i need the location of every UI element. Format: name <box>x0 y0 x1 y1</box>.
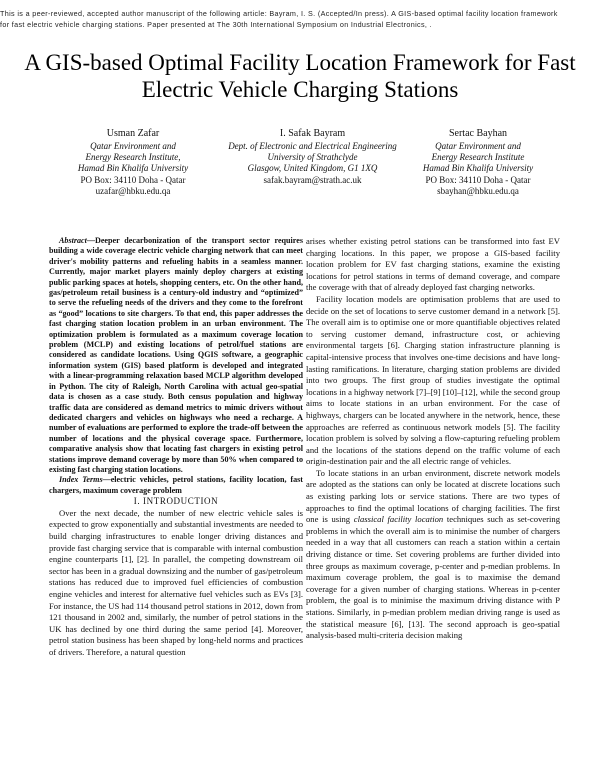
index-terms-paragraph <box>49 475 303 496</box>
author-email: safak.bayram@strath.ac.uk <box>263 174 362 185</box>
intro-paragraph-2: arises whether existing petrol stations can be transformed into fast EV charging locations. In this paper, we propose a GIS-based facility location problem for EV fast charging stations, examine the existing locations for petrol stations in terms of demand coverage, and compare the coverage with that of already deployed fast charging networks. <box>306 236 560 293</box>
section-heading-introduction: I. INTRODUCTION <box>133 496 219 507</box>
author-affiliation: Energy Research Institute, <box>85 152 181 163</box>
author-email: sbayhan@hbku.edu.qa <box>437 185 519 196</box>
author-affiliation: Glasgow, United Kingdom, G1 1XQ <box>247 163 378 174</box>
author-name: Sertac Bayhan <box>448 128 508 139</box>
author-address: PO Box: 34110 Doha - Qatar <box>80 174 186 185</box>
paragraph-text: To locate stations in an urban environment, discrete network models are adopted as the stations can only be located at discrete locations such as existing parking lots or service stations. There are two types of approaches to find the optimal locations of charging facilities. The first one is using <box>306 467 560 525</box>
author-2 <box>220 127 405 186</box>
abstract-text: —Deeper decarbonization of the transport sector requires building a wide coverage electric vehicle charging network that can meet driver's mobility patterns and refueling habits in a seamless manner. Currently, major market players mainly deploy chargers at existing public parking spaces at hotels, shopping centers, etc. On the other hand, gas/petroleum retail business is a century-old industry and “optimized” to serve the refueling needs of the drivers and they come to the forefront as “good” locations to site chargers. To that end, this paper addresses the fast charging station location problem in an urban environment. The optimization problem is formulated as a maximum coverage location problem (MCLP) and existing locations of petrol/fuel stations are considered as candidate locations. Using QGIS software, a geographic information system (GIS) based platform is developed and integrated with a linear-programming relaxation based MCLP algorithm developed in Python. The city of Raleigh, North Carolina with actual geo-spatial data is chosen as a case study. Both census population and highway traffic data are considered as demand metrics to mimic drivers without dedicated chargers and vehicles on highways who need a recharge. A number of evaluations are performed to explore the trade-off between the number of locations and the physical coverage space. Furthermore, comparative analysis show that locating fast chargers in existing petrol stations improve demand coverage by more than 50% when compared to existing fast charging station locations. <box>49 236 304 474</box>
author-name: I. Safak Bayram <box>279 128 346 139</box>
author-affiliation: Qatar Environment and <box>435 141 521 151</box>
author-affiliation: Dept. of Electronic and Electrical Engineering <box>228 141 397 151</box>
author-affiliation: University of Strathclyde <box>267 152 358 163</box>
abstract-paragraph <box>49 236 303 475</box>
abstract <box>49 236 303 496</box>
author-affiliation: Hamad Bin Khalifa University <box>77 163 189 174</box>
abstract-label: Abstract <box>59 236 87 245</box>
index-terms-label: Index Terms <box>59 475 103 485</box>
intro-paragraph-4 <box>306 468 560 642</box>
author-address: PO Box: 34110 Doha - Qatar <box>425 174 531 185</box>
author-1 <box>58 127 208 197</box>
left-column <box>49 236 303 658</box>
intro-paragraph-1: Over the next decade, the number of new electric vehicle sales is expected to grow exponentially and substantial investments are needed to build charging infrastructures to enable longer driving distances and provide fast charging service that is comparable with internal combustion engine counterparts [1], [2]. In parallel, the competing downstream oil sector has been in a gradual downsizing and the number of gas/petroleum stations has reduced due to improved fuel efficiencies of combustion engine vehicles and interest for alternative fuel vehicles such as EVs [3]. For instance, the US had 114 thousand petrol stations in 2012, down from 121 thousand in 2002 and, similarly, the number of petrol stations in the UK has declined by one third during the same period [4]. Moreover, petrol station business has been shaped by long-held norms and practices of drivers. Therefore, a natural question <box>49 507 303 657</box>
manuscript-notice: This is a peer-reviewed, accepted author manuscript of the following article: Bayram, I. S. (Accepted/In press). A GIS-based optimal facility location framework for fast electric vehicle charging stations. Paper presented at The 30th International Symposium on Industrial Electronics, . <box>0 9 558 29</box>
paragraph-text: techniques such as set-covering problems in which the overall aim is to minimise the number of chargers needed in a way that all customers can reach a station within a certain driving distance or time. Set covering problems are further divided into three groups as maximum coverage, p-center and p-median problems. In maximum coverage problem, the goal is to maximise the demand coverage for a given number of charging stations. Whereas in p-center problem, the goal is to minimise the maximum driving distance with P stations. Similarly, in p-median problem median driving range is used as the statistical measure [6], [13]. The second approach is geo-spatial analysis-based multi-criteria decision making <box>306 514 560 641</box>
emphasized-term: classical facility location <box>353 514 444 525</box>
paper-title: A GIS-based Optimal Facility Location Framework for Fast Electric Vehicle Charging Stations <box>24 50 576 102</box>
author-affiliation: Qatar Environment and <box>90 141 176 151</box>
index-terms-text: —electric vehicles, petrol stations, facility location, fast chargers, maximum coverage problem <box>49 475 303 495</box>
author-name: Usman Zafar <box>106 128 160 139</box>
author-email: uzafar@hbku.edu.qa <box>95 185 171 196</box>
right-column <box>306 236 560 642</box>
author-3 <box>408 127 548 197</box>
intro-paragraph-3: Facility location models are optimisation problems that are used to decide on the set of locations to serve customer demand in a network [5]. The overall aim is to optimise one or more quantifiable objectives related to serving customer demand, infrastructure cost, or achieving environmental targets [6]. Charging station infrastructure planning is capital-intensive process that involves one-time decisions and have long-lasting ramifications. In literature, charging station problems are divided into two groups. The first group of studies investigate the optimal locations in a highway network [7]–[9] [10]–[12], while the second group aims to locate stations in an urban environment. For the case of highways, chargers can be located anywhere in the network, hence, these approaches are referred as continuous network models [5]. The facility location problem is solved by solving a flow-capturing refueling problem and the locations of the stations depend on the traffic volume of each origin-destination pair and the all electric range of vehicles. <box>306 293 560 467</box>
author-affiliation: Hamad Bin Khalifa University <box>422 163 534 174</box>
author-affiliation: Energy Research Institute <box>431 152 525 163</box>
